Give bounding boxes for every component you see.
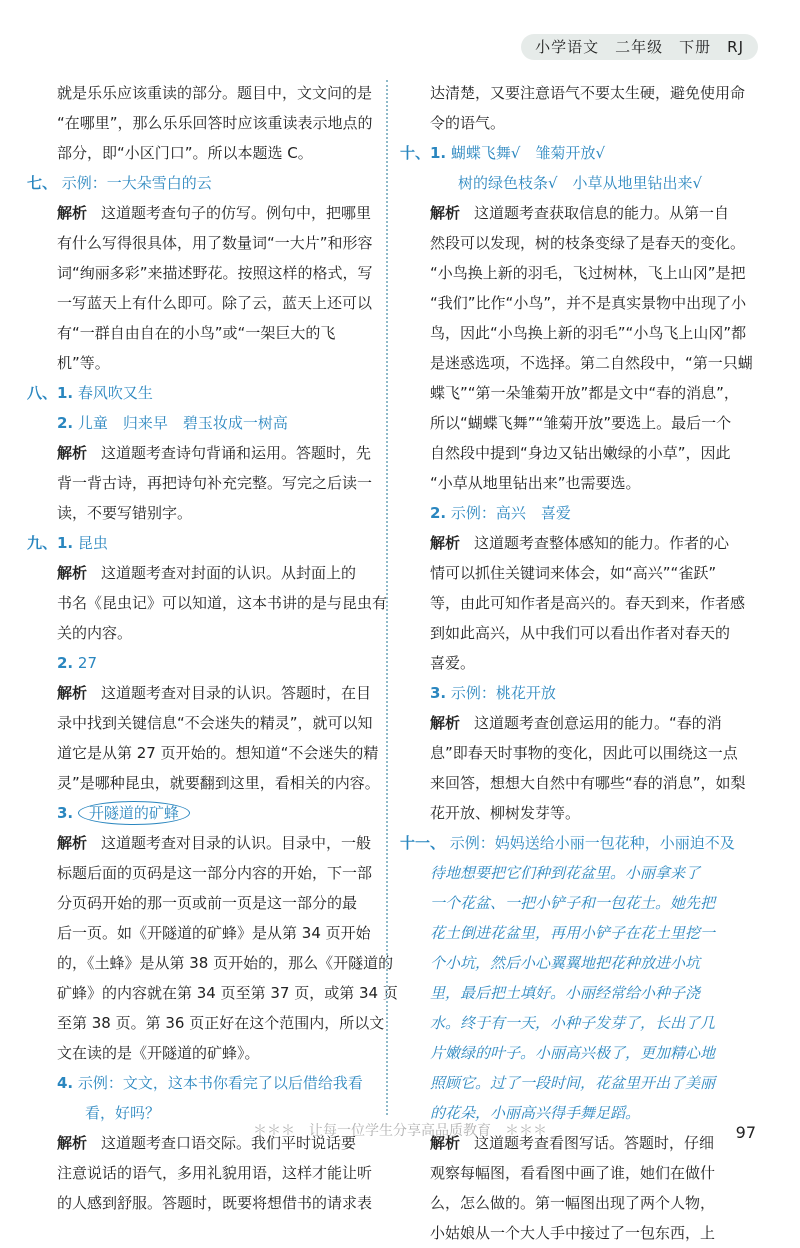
answer-text: 示例：一大朵雪白的云	[61, 174, 212, 192]
body-text: 词“绚丽多彩”来描述野花。按照这样的格式，写	[57, 264, 373, 282]
answer-text: 春风吹又生	[77, 384, 153, 402]
answer-line	[27, 1158, 377, 1188]
answer-line	[400, 168, 778, 198]
answer-line	[400, 78, 778, 108]
left-column	[27, 78, 398, 1218]
body-text: 的花朵，小丽高兴得手舞足蹈。	[430, 1104, 641, 1122]
answer-line	[27, 528, 377, 558]
answer-line	[400, 258, 778, 288]
answer-line	[400, 228, 778, 258]
body-text: 等，由此可知作者是高兴的。春天到来，作者感	[430, 594, 746, 612]
answer-line	[400, 888, 778, 918]
body-text: 灵”是哪种昆虫，就要翻到这里，看相关的内容。	[57, 774, 380, 792]
answer-text: 示例：文文，这本书你看完了以后借给我看	[77, 1074, 363, 1092]
body-text: 矿蜂》的内容就在第 34 页至第 37 页，或第 34 页	[57, 984, 398, 1002]
analysis-label: 解析	[57, 564, 88, 582]
body-text: 树的绿色枝条√ 小草从地里钻出来√	[458, 174, 703, 192]
answer-line	[27, 948, 394, 978]
body-text: 蝶飞”“第一朵雏菊开放”都是文中“春的消息”，	[430, 384, 739, 402]
answer-text: 示例：妈妈送给小丽一包花种，小丽迫不及	[449, 834, 735, 852]
analysis-text: 这道题考查看图写话。答题时，仔细	[474, 1134, 715, 1152]
body-text: 一写蓝天上有什么即可。除了云，蓝天上还可以	[57, 294, 373, 312]
body-text: “在哪里”，那么乐乐回答时应该重读表示地点的	[57, 114, 373, 132]
body-text: 有什么写得很具体，用了数量词“一大片”和形容	[57, 234, 373, 252]
body-text: 注意说话的语气，多用礼貌用语，这样才能让听	[57, 1164, 373, 1182]
answer-line	[400, 318, 778, 348]
analysis-label: 解析	[430, 1134, 461, 1152]
body-text: 录中找到关键信息“不会迷失的精灵”，就可以知	[57, 714, 373, 732]
body-text: 后一页。如《开隧道的矿蜂》是从第 34 页开始	[57, 924, 371, 942]
body-text: 分页码开始的那一页或前一页是这一部分的最	[57, 894, 358, 912]
answer-line	[27, 498, 377, 528]
body-text: 喜爱。	[430, 654, 476, 672]
body-text: 背一背古诗，再把诗句补充完整。写完之后读一	[57, 474, 373, 492]
answer-line	[400, 408, 778, 438]
body-text: 里，最后把土填好。小丽经常给小种子浇	[430, 984, 701, 1002]
body-text: 关的内容。	[57, 624, 133, 642]
answer-line	[400, 588, 778, 618]
answer-line	[27, 798, 377, 828]
answer-line	[27, 378, 377, 408]
answer-line	[27, 588, 388, 618]
body-text: 观察每幅图，看看图中画了谁，她们在做什	[430, 1164, 716, 1182]
page-number: 97	[735, 1123, 756, 1142]
answer-text: 昆虫	[77, 534, 108, 552]
body-text: 看，好吗？	[85, 1104, 161, 1122]
answer-line	[400, 558, 778, 588]
answer-line	[27, 318, 377, 348]
question-number: 2.	[430, 504, 447, 522]
answer-line	[27, 738, 377, 768]
body-text: 的人感到舒服。答题时，既要将想借书的请求表	[57, 1194, 373, 1212]
answer-line	[27, 108, 377, 138]
answer-line	[27, 78, 377, 108]
body-text: 书名《昆虫记》可以知道，这本书讲的是与昆虫有	[57, 594, 388, 612]
answer-line	[400, 948, 778, 978]
analysis-text: 这道题考查口语交际。我们平时说话要	[101, 1134, 357, 1152]
answer-line	[400, 1218, 778, 1248]
answer-line	[400, 1008, 778, 1038]
body-text: 小姑娘从一个大人手中接过了一包东西，上	[430, 1224, 716, 1242]
answer-line	[27, 438, 377, 468]
question-number: 十一、	[400, 834, 446, 852]
answer-line	[400, 108, 778, 138]
analysis-label: 解析	[57, 834, 88, 852]
answer-line	[27, 978, 398, 1008]
question-number: 3.	[430, 684, 447, 702]
footer-slogan: ＊＊＊ 让每一位学生分享高品质教育 ＊＊＊	[253, 1123, 547, 1139]
body-text: 一个花盆、一把小铲子和一包花土。她先把	[430, 894, 716, 912]
answer-line	[400, 978, 778, 1008]
answer-text: 示例：桃花开放	[450, 684, 556, 702]
answer-line	[400, 798, 778, 828]
analysis-text: 这道题考查创意运用的能力。“春的消	[474, 714, 722, 732]
answer-line	[27, 648, 377, 678]
answer-line	[27, 558, 377, 588]
body-text: 标题后面的页码是这一部分内容的开始，下一部	[57, 864, 373, 882]
answer-line	[27, 858, 377, 888]
analysis-text: 这道题考查获取信息的能力。从第一自	[474, 204, 730, 222]
answer-text: 儿童 归来早 碧玉妆成一树高	[77, 414, 288, 432]
column-divider	[386, 80, 388, 1115]
answer-line	[400, 468, 778, 498]
body-text: 然段可以发现，树的枝条变绿了是春天的变化。	[430, 234, 746, 252]
answer-line	[400, 768, 778, 798]
body-text: 的，《土蜂》是从第 38 页开始的，那么《开隧道的	[57, 954, 394, 972]
answer-line	[27, 258, 377, 288]
body-text: 达清楚，又要注意语气不要太生硬，避免使用命	[430, 84, 746, 102]
question-number: 九、1.	[27, 534, 74, 552]
body-text: 花开放、柳树发芽等。	[430, 804, 581, 822]
body-text: 就是乐乐应该重读的部分。题目中，文文问的是	[57, 84, 373, 102]
answer-line	[27, 288, 377, 318]
body-text: 部分，即“小区门口”。所以本题选 C。	[57, 144, 313, 162]
body-text: 到如此高兴，从中我们可以看出作者对春天的	[430, 624, 731, 642]
analysis-label: 解析	[57, 684, 88, 702]
answer-line	[400, 1158, 778, 1188]
analysis-label: 解析	[57, 1134, 88, 1152]
answer-line	[400, 858, 778, 888]
answer-text: 开隧道的矿蜂	[78, 801, 190, 825]
answer-line	[27, 198, 377, 228]
analysis-text: 这道题考查诗句背诵和运用。答题时，先	[101, 444, 372, 462]
body-text: 照顾它。过了一段时间，花盆里开出了美丽	[430, 1074, 716, 1092]
body-text: 读，不要写错别字。	[57, 504, 193, 522]
analysis-label: 解析	[430, 204, 461, 222]
answer-line	[27, 618, 377, 648]
body-text: 待地想要把它们种到花盆里。小丽拿来了	[430, 864, 701, 882]
answer-line	[400, 678, 778, 708]
answer-line	[27, 168, 377, 198]
body-text: “我们”比作“小鸟”，并不是真实景物中出现了小	[430, 294, 747, 312]
answer-line	[400, 378, 778, 408]
analysis-text: 这道题考查对目录的认识。答题时，在目	[101, 684, 372, 702]
answer-line	[27, 768, 380, 798]
body-text: 水。终于有一天，小种子发芽了，长出了几	[430, 1014, 716, 1032]
body-text: 情可以抓住关键词来体会，如“高兴”“雀跃”	[430, 564, 717, 582]
question-number: 2.	[57, 414, 74, 432]
body-text: 鸟，因此“小鸟换上新的羽毛”“小鸟飞上山冈”都	[430, 324, 747, 342]
answer-text: 示例：高兴 喜爱	[450, 504, 571, 522]
body-text: 有“一群自由自在的小鸟”或“一架巨大的飞	[57, 324, 336, 342]
answer-line	[400, 138, 778, 168]
analysis-text: 这道题考查对封面的认识。从封面上的	[101, 564, 357, 582]
question-number: 七、	[27, 174, 58, 192]
answer-line	[27, 918, 377, 948]
right-column	[400, 78, 778, 1248]
answer-line	[400, 918, 778, 948]
question-number: 八、1.	[27, 384, 74, 402]
analysis-text: 这道题考查句子的仿写。例句中，把哪里	[101, 204, 372, 222]
answer-line	[27, 228, 377, 258]
body-text: 花土倒进花盆里，再用小铲子在花土里挖一	[430, 924, 716, 942]
answer-text: 27	[77, 654, 98, 672]
answer-line	[400, 198, 778, 228]
answer-line	[400, 528, 778, 558]
answer-line	[27, 348, 377, 378]
body-text: 来回答，想想大自然中有哪些“春的消息”，如梨	[430, 774, 746, 792]
answer-line	[27, 138, 377, 168]
body-text: 机”等。	[57, 354, 110, 372]
answer-line	[27, 408, 377, 438]
answer-line	[400, 348, 778, 378]
analysis-label: 解析	[430, 714, 461, 732]
question-number: 4.	[57, 1074, 74, 1092]
answer-line	[400, 738, 778, 768]
analysis-label: 解析	[57, 444, 88, 462]
body-text: “小鸟换上新的羽毛，飞过树林，飞上山冈”是把	[430, 264, 746, 282]
body-text: 息”即春天时事物的变化，因此可以围绕这一点	[430, 744, 738, 762]
body-text: 个小坑，然后小心翼翼地把花种放进小坑	[430, 954, 701, 972]
answer-line	[27, 468, 377, 498]
body-text: 所以“蝴蝶飞舞”“雏菊开放”要选上。最后一个	[430, 414, 732, 432]
body-text: 至第 38 页。第 36 页正好在这个范围内，所以文	[57, 1014, 385, 1032]
answer-line	[400, 438, 778, 468]
question-number: 十、1.	[400, 144, 447, 162]
answer-line	[400, 618, 778, 648]
body-text: 文在读的是《开隧道的矿蜂》。	[57, 1044, 260, 1062]
answer-line	[27, 828, 377, 858]
body-text: 片嫩绿的叶子。小丽高兴极了，更加精心地	[430, 1044, 716, 1062]
answer-line	[400, 828, 778, 858]
body-text: 是迷惑选项，不选择。第二自然段中，“第一只蝴	[430, 354, 753, 372]
answer-line	[27, 1188, 377, 1218]
question-number: 3.	[57, 804, 74, 822]
question-number: 2.	[57, 654, 74, 672]
body-text: 令的语气。	[430, 114, 506, 132]
analysis-text: 这道题考查对目录的认识。目录中，一般	[101, 834, 372, 852]
analysis-label: 解析	[430, 534, 461, 552]
answer-line	[27, 1038, 377, 1068]
body-text: 道它是从第 27 页开始的。想知道“不会迷失的精	[57, 744, 379, 762]
analysis-text: 这道题考查整体感知的能力。作者的心	[474, 534, 730, 552]
answer-line	[27, 1008, 385, 1038]
body-text: 么，怎么做的。第一幅图出现了两个人物，	[430, 1194, 716, 1212]
answer-line	[400, 648, 778, 678]
answer-line	[400, 498, 778, 528]
answer-line	[400, 1038, 778, 1068]
body-text: 自然段中提到“身边又钻出嫩绿的小草”，因此	[430, 444, 731, 462]
answer-line	[27, 1068, 377, 1098]
answer-line	[400, 708, 778, 738]
answer-line	[400, 1068, 778, 1098]
answer-line	[27, 888, 377, 918]
body-text: “小草从地里钻出来”也需要选。	[430, 474, 641, 492]
answer-text: 蝴蝶飞舞√ 雏菊开放√	[450, 144, 606, 162]
answer-line	[27, 708, 377, 738]
header-subject-badge: 小学语文 二年级 下册 RJ	[521, 34, 758, 60]
answer-line	[400, 288, 778, 318]
answer-line	[400, 1188, 778, 1218]
analysis-label: 解析	[57, 204, 88, 222]
answer-line	[27, 678, 377, 708]
